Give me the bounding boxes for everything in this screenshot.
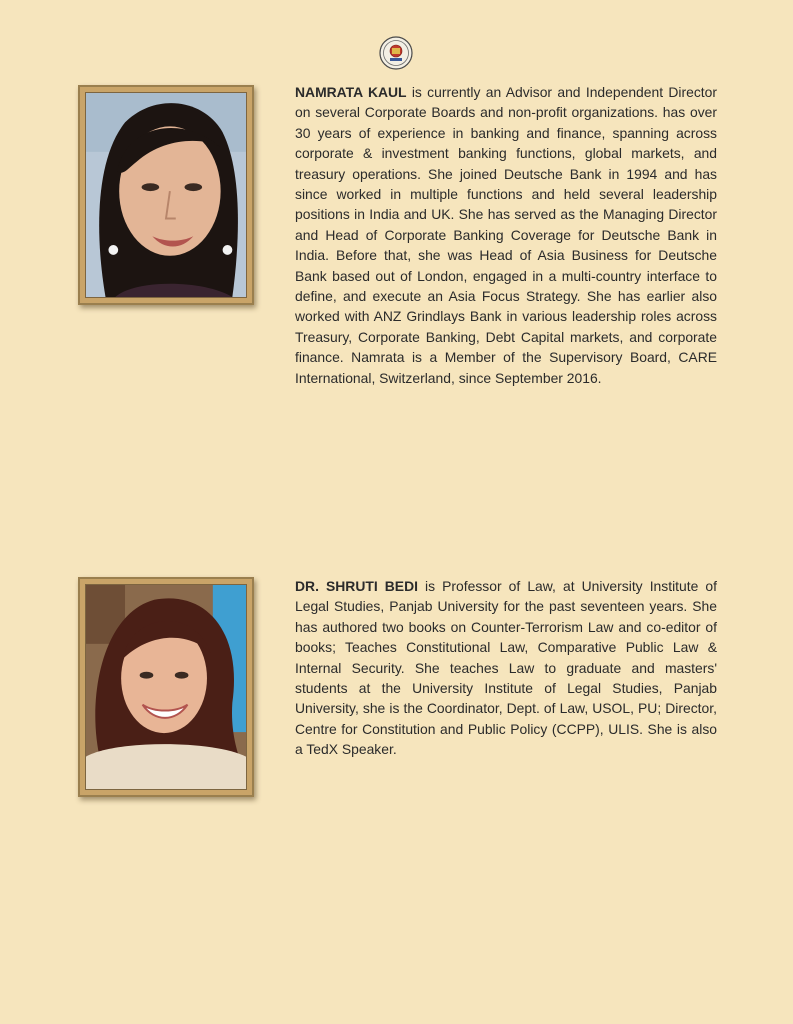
profile-name: NAMRATA KAUL [295,84,407,100]
profile-bio [295,82,717,388]
profile-name: DR. SHRUTI BEDI [295,578,418,594]
profile-photo [85,92,247,298]
profile-photo-frame [78,85,254,305]
profile-photo [85,584,247,790]
emblem-seal-icon [379,36,413,70]
profile-bio-text: is currently an Advisor and Independent Director on several Corporate Boards and non-profit organizations. has over 30 years of experience in banking and finance, spanning across corporate & investment banking functions, global markets, and treasury operations. She joined Deutsche Bank in 1994 and has since worked in multiple functions and held several leadership positions in India and UK. She has served as the Managing Director and Head of Corporate Banking Coverage for Deutsche Bank in India. Before that, she was Head of Asia Business for Deutsche Bank based out of London, engaged in a multi-country interface to define, and execute an Asia Focus Strategy. She has earlier also worked with ANZ Grindlays Bank in various leadership roles across Treasury, Corporate Banking, Debt Capital markets, and corporate finance. Namrata is a Member of the Supervisory Board, CARE International, Switzerland, since September 2016. [295,84,718,386]
profile-bio-text: is Professor of Law, at University Institute of Legal Studies, Panjab University for the past seventeen years. She has authored two books on Counter-Terrorism Law and co-editor of books; Teaches Constitutional Law, Comparative Public Law & Internal Security. She teaches Law to graduate and masters' students at the University Institute of Legal Studies, Panjab University, she is the Coordinator, Dept. of Law, USOL, PU; Director, Centre for Constitution and Public Policy (CCPP), ULIS. She is also a TedX Speaker. [295,578,718,758]
profile-photo-frame [78,577,254,797]
profile-bio [295,576,717,760]
